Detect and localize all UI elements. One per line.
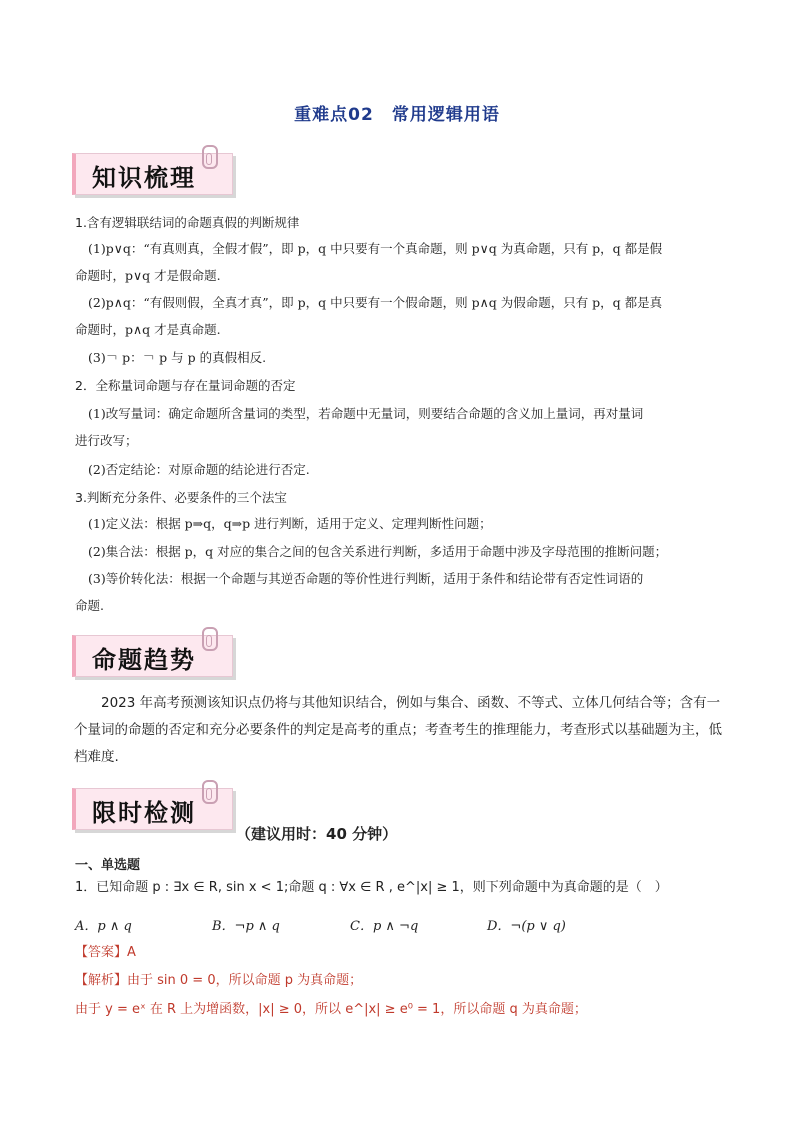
page-title: 重难点02 常用逻辑用语 xyxy=(294,105,500,125)
knowledge-text: (1)p∨q：“有真则真，全假才假”，即 p，q 中只要有一个真命题，则 p∨q 为真命题，只有 p，q 都是假 xyxy=(88,241,663,256)
knowledge-text: (2)否定结论：对原命题的结论进行否定. xyxy=(88,462,310,477)
knowledge-heading-3: 3.判断充分条件、必要条件的三个法宝 xyxy=(75,490,287,505)
paperclip-icon xyxy=(202,145,218,169)
paperclip-icon xyxy=(202,627,218,651)
knowledge-text: (1)改写量词：确定命题所含量词的类型，若命题中无量词，则要结合命题的含义加上量词，再对量词 xyxy=(88,406,644,421)
suggested-time: （建议用时：40 分钟） xyxy=(236,825,398,843)
knowledge-text: 进行改写； xyxy=(75,433,138,448)
banner-test xyxy=(72,788,233,830)
knowledge-text: (3)￢ p：￢ p 与 p 的真假相反. xyxy=(88,350,267,365)
knowledge-text: 命题. xyxy=(75,598,104,613)
banner-knowledge-label: 知识梳理 xyxy=(92,163,196,192)
option-a: A．p ∧ q xyxy=(75,919,132,934)
knowledge-text: (2)集合法：根据 p，q 对应的集合之间的包含关系进行判断，多适用于命题中涉及字母范围的推断问题； xyxy=(88,544,668,559)
knowledge-text: 命题时，p∧q 才是真命题. xyxy=(75,322,221,337)
option-c: C．p ∧ ¬q xyxy=(350,919,419,934)
section-heading: 一、单选题 xyxy=(75,858,141,873)
knowledge-heading-2: 2．全称量词命题与存在量词命题的否定 xyxy=(75,378,296,393)
analysis-text: 由于 sin 0 = 0，所以命题 p 为真命题； xyxy=(127,973,363,988)
analysis-label: 【解析】 xyxy=(75,973,128,988)
paperclip-icon xyxy=(202,780,218,804)
banner-test-label: 限时检测 xyxy=(92,798,196,827)
option-d: D．¬(p ∨ q) xyxy=(487,919,566,934)
banner-trend xyxy=(72,635,233,677)
answer-line: 【答案】A xyxy=(75,945,136,960)
trend-paragraph: 2023 年高考预测该知识点仍将与其他知识结合，例如与集合、函数、不等式、立体几何结合等；含有一个量词的命题的否定和充分必要条件的判定是高考的重点；考查考生的推理能力，考查形式以基础题为主，低档难度. xyxy=(74,695,722,765)
analysis-line-1 xyxy=(75,972,362,990)
option-b: B．¬p ∧ q xyxy=(212,919,280,934)
analysis-line-2: 由于 y = eˣ 在 R 上为增函数，|x| ≥ 0，所以 e^|x| ≥ e⁰ = 1，所以命题 q 为真命题； xyxy=(75,1002,587,1017)
banner-knowledge xyxy=(72,153,233,195)
knowledge-text: (1)定义法：根据 p⇒q，q⇒p 进行判断，适用于定义、定理判断性问题； xyxy=(88,516,492,531)
knowledge-text: 命题时，p∨q 才是假命题. xyxy=(75,268,221,283)
knowledge-text: (2)p∧q：“有假则假，全真才真”，即 p，q 中只要有一个假命题，则 p∧q 为假命题，只有 p，q 都是真 xyxy=(88,295,663,310)
banner-trend-label: 命题趋势 xyxy=(92,645,196,674)
knowledge-text: (3)等价转化法：根据一个命题与其逆否命题的等价性进行判断，适用于条件和结论带有否定性词语的 xyxy=(88,571,644,586)
question-1: 1．已知命题 p : ∃x ∈ R, sin x < 1;命题 q : ∀x ∈ R , e^|x| ≥ 1，则下列命题中为真命题的是（ ） xyxy=(75,880,668,895)
knowledge-heading-1: 1.含有逻辑联结词的命题真假的判断规律 xyxy=(75,215,300,230)
